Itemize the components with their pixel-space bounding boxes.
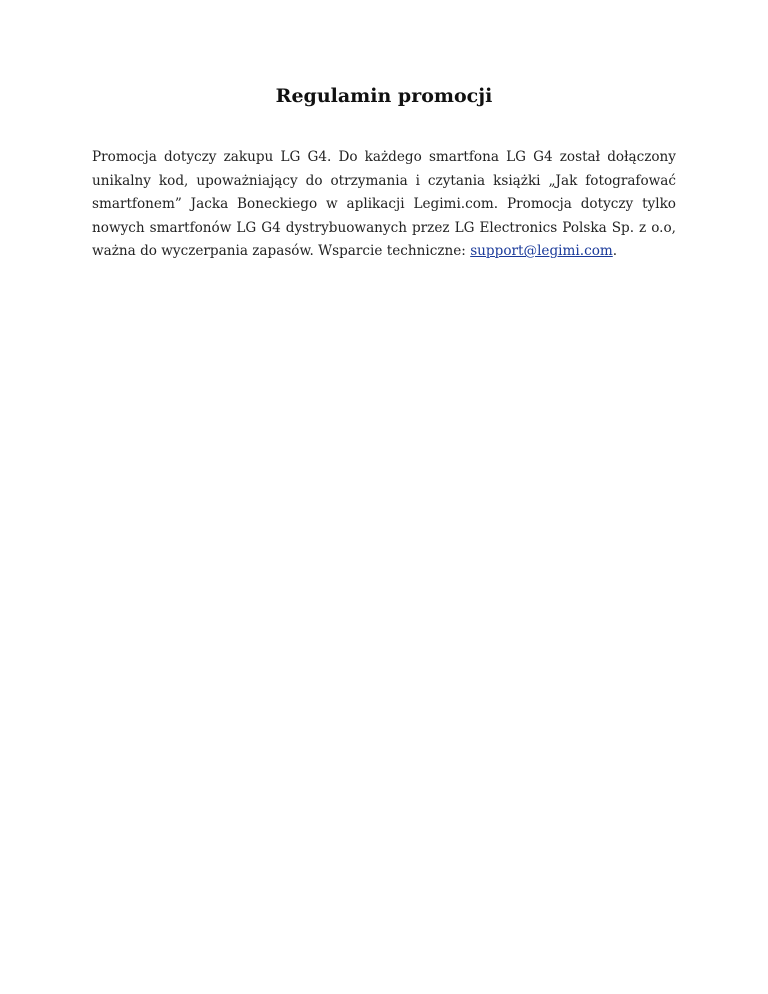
support-email-link[interactable]: support@legimi.com	[470, 243, 613, 259]
terms-paragraph	[92, 146, 676, 264]
trailing-punctuation: .	[612, 243, 618, 259]
terms-text: Promocja dotyczy zakupu LG G4. Do każdego smartfona LG G4 został dołączony unikalny kod, upoważniający do otrzymania i czytania książki „Jak fotografować smartfonem” Jacka Boneckiego w aplikacji Legimi.com. Promocja dotyczy tylko nowych smartfonów LG G4 dystrybuowanych przez LG Electronics Polska Sp. z o.o, ważna do wyczerpania zapasów. Wsparcie techniczne:	[92, 149, 676, 259]
page-title: Regulamin promocji	[275, 85, 493, 107]
